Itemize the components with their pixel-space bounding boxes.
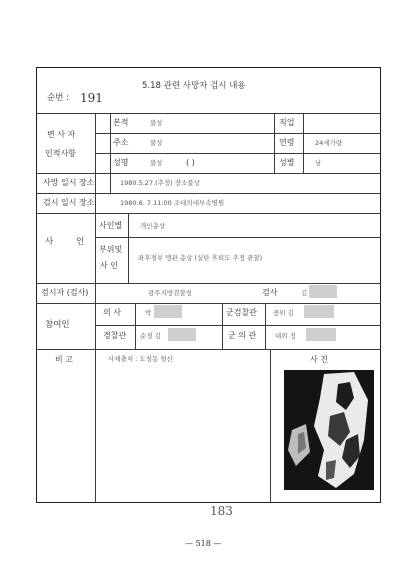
witnesses-label: 참여인	[45, 320, 70, 330]
deceased-section-label: 인적사항	[45, 149, 76, 158]
prosecutor-name: 김	[301, 289, 308, 297]
redaction-mark	[154, 305, 182, 318]
row-divider	[36, 193, 381, 194]
redaction-mark	[306, 328, 336, 341]
name-paren: ( )	[186, 158, 195, 167]
column-divider	[222, 303, 223, 349]
domicile-label: 본적	[113, 118, 129, 127]
address-value: 불상	[150, 139, 163, 147]
form-title: 5.18 관련 사망자 검시 내용	[142, 81, 246, 91]
death-datetime-value: 1980.5.27.(추정) 장소불상	[120, 179, 200, 187]
doctor-name: 박	[145, 309, 152, 317]
row-divider	[36, 173, 381, 174]
doctor-label: 의 사	[103, 308, 121, 317]
remarks-value: 사체출처 : 도청동 뒷산	[108, 355, 173, 363]
death-datetime-label: 사망 일시 장소	[43, 178, 95, 187]
occupation-label: 직업	[279, 118, 295, 127]
column-divider	[265, 303, 266, 349]
military-prosecutor-label: 군검찰관	[226, 308, 257, 317]
serial-number: 191	[80, 91, 103, 105]
redaction-mark	[309, 285, 337, 298]
prosecutor-label: 검사	[262, 288, 278, 297]
body-photo	[284, 370, 374, 490]
handwritten-page-number: 183	[210, 504, 233, 518]
autopsy-datetime-value: 1980.6. 7.11:00 조대의대부속병원	[120, 199, 225, 207]
age-label: 연령	[279, 138, 295, 147]
column-divider	[95, 349, 96, 503]
serial-label: 순번 :	[47, 93, 69, 103]
body-photo-image	[284, 370, 374, 490]
row-divider	[95, 133, 381, 134]
row-divider	[36, 303, 381, 304]
photo-label: 사 진	[310, 355, 328, 364]
redaction-mark	[168, 328, 196, 341]
wound-site-label: 사 인	[100, 261, 118, 270]
redaction-mark	[304, 305, 334, 318]
domicile-value: 불상	[150, 119, 163, 127]
column-divider	[110, 113, 111, 193]
row-divider	[36, 113, 381, 114]
name-value: 불상	[150, 159, 163, 167]
row-divider	[95, 237, 381, 238]
military-prosecutor-name: 중위 김	[273, 309, 294, 317]
row-divider	[95, 153, 381, 154]
wound-site-value: 좌후경부 맹관 총상 (실탄 후퇴도 추정 관찰)	[138, 254, 263, 262]
age-value: 24세가량	[315, 139, 343, 147]
sex-value: 남	[315, 159, 322, 167]
column-divider	[95, 283, 96, 303]
column-divider	[303, 113, 304, 173]
deceased-section-label: 변 사 자	[47, 130, 76, 139]
column-divider	[135, 303, 136, 349]
examiner-label: 검시자 (검사)	[41, 288, 89, 297]
column-divider	[95, 113, 96, 213]
row-divider	[95, 325, 381, 326]
row-divider	[36, 283, 381, 284]
remarks-label: 비 고	[55, 355, 73, 364]
sex-label: 성별	[279, 158, 295, 167]
military-doctor-label: 군 의 관	[228, 331, 257, 340]
cause-section-label: 인	[76, 237, 85, 247]
examiner-agency: 광주지방검찰청	[148, 289, 192, 297]
column-divider	[95, 303, 96, 349]
row-divider	[36, 213, 381, 214]
page-number: — 518 —	[185, 539, 222, 548]
column-divider	[270, 349, 271, 503]
column-divider	[274, 113, 275, 173]
police-name: 순경 김	[140, 332, 161, 340]
police-label: 경찰관	[103, 331, 127, 340]
column-divider	[128, 213, 129, 283]
cause-section-label: 사	[45, 237, 54, 247]
autopsy-datetime-label: 검시 일시 장소	[43, 198, 95, 207]
column-divider	[95, 213, 96, 283]
cause-type-value: 개인총상	[140, 222, 166, 230]
row-divider	[36, 349, 381, 350]
address-label: 주소	[113, 138, 129, 147]
military-doctor-name: 대위 정	[275, 332, 296, 340]
name-label: 성명	[113, 158, 129, 167]
wound-site-label: 부위및	[99, 245, 123, 254]
cause-type-label: 사인별	[99, 221, 123, 230]
